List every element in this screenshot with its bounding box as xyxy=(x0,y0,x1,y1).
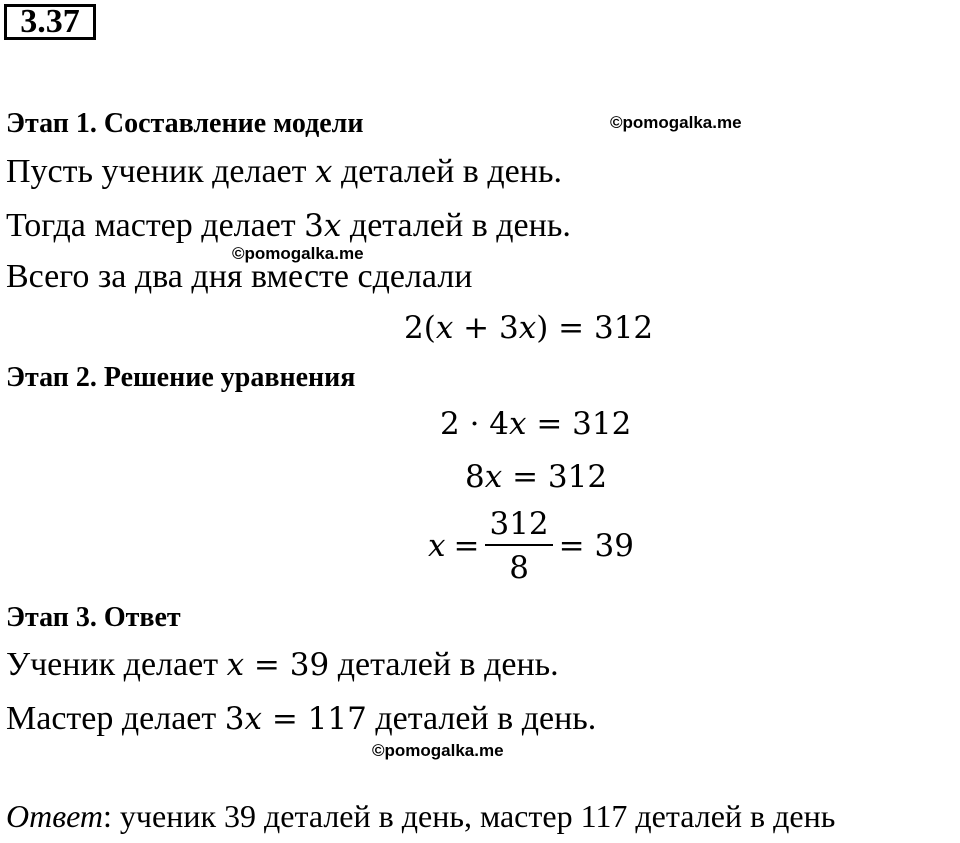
stage2-equation1: 2 · 4x = 312 xyxy=(440,406,632,442)
stage1-line1: Пусть ученик делает x деталей в день. xyxy=(6,153,562,190)
fraction-numerator: 312 xyxy=(485,506,552,546)
stage3-heading: Этап 3. Ответ xyxy=(6,602,181,633)
stage2-equation3: x = $\frac{312}{8}$ = 39 xyxy=(428,506,634,586)
stage1-heading: Этап 1. Составление модели xyxy=(6,108,364,139)
answer-text: : ученик 39 деталей в день, мастер 117 деталей в день xyxy=(103,798,836,834)
watermark: ©pomogalka.me xyxy=(232,244,364,263)
fraction xyxy=(485,506,552,586)
stage2-heading: Этап 2. Решение уравнения xyxy=(6,362,356,393)
stage1-line2: Тогда мастер делает 3x деталей в день. xyxy=(6,207,571,244)
answer-line xyxy=(6,798,835,835)
stage1-equation: 2(x + 3x) = 312 xyxy=(404,310,654,346)
stage1-line3: Всего за два дня вместе сделали xyxy=(6,258,473,295)
stage3-line2: Мастер делает 3x = 117 деталей в день. xyxy=(6,700,597,737)
stage2-equation2: 8x = 312 xyxy=(465,459,608,495)
watermark: ©pomogalka.me xyxy=(610,113,742,132)
fraction-denominator: 8 xyxy=(509,550,529,586)
task-number: 3.37 xyxy=(20,3,80,40)
stage3-line1: Ученик делает x = 39 деталей в день. xyxy=(6,646,559,683)
task-number-box xyxy=(4,4,96,40)
watermark: ©pomogalka.me xyxy=(372,741,504,760)
answer-label: Ответ xyxy=(6,798,103,834)
